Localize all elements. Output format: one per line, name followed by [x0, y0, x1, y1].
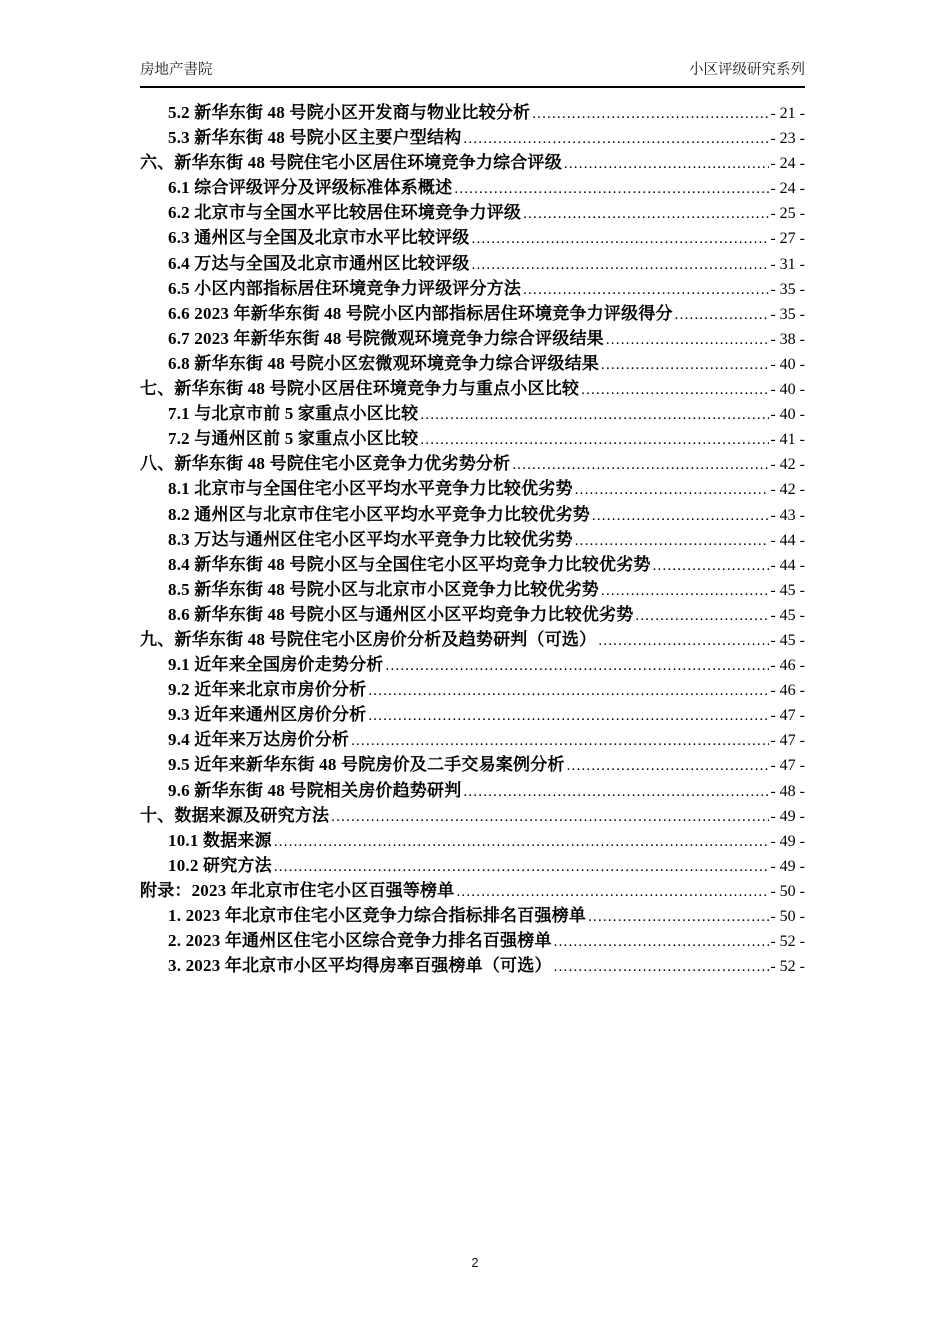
toc-entry-page: - 35 - — [770, 280, 805, 298]
toc-entry-title: 9.4 近年来万达房价分析 — [168, 730, 350, 750]
toc-entry-page: - 41 - — [770, 431, 805, 449]
toc-leader-dots — [588, 905, 769, 930]
toc-leader-dots — [581, 378, 769, 403]
toc-entry[interactable] — [140, 426, 805, 451]
toc-entry[interactable] — [140, 351, 805, 376]
header-right-text: 小区评级研究系列 — [689, 62, 805, 78]
toc-entry[interactable] — [140, 953, 805, 978]
toc-entry[interactable] — [140, 652, 805, 677]
toc-entry[interactable] — [140, 903, 805, 928]
toc-entry[interactable] — [140, 225, 805, 250]
toc-entry[interactable] — [140, 828, 805, 853]
toc-entry-title: 6.8 新华东街 48 号院小区宏微观环境竞争力综合评级结果 — [168, 353, 599, 373]
toc-entry-title: 九、新华东街 48 号院住宅小区房价分析及趋势研判（可选） — [140, 629, 597, 649]
toc-leader-dots — [575, 478, 770, 503]
toc-entry[interactable] — [140, 251, 805, 276]
toc-leader-dots — [532, 102, 769, 127]
toc-entry-page: - 25 - — [770, 205, 805, 223]
toc-leader-dots — [420, 428, 769, 453]
toc-entry-title: 10.1 数据来源 — [168, 830, 272, 850]
toc-entry[interactable] — [140, 702, 805, 727]
toc-entry[interactable] — [140, 301, 805, 326]
toc-entry-page: - 42 - — [770, 481, 805, 499]
toc-entry-title: 6.7 2023 年新华东街 48 号院微观环境竞争力综合评级结果 — [168, 328, 604, 348]
toc-entry-title: 9.6 新华东街 48 号院相关房价趋势研判 — [168, 780, 462, 800]
toc-leader-dots — [653, 554, 770, 579]
toc-leader-dots — [601, 579, 769, 604]
toc-leader-dots — [512, 453, 769, 478]
toc-entry-title: 7.1 与北京市前 5 家重点小区比较 — [168, 404, 419, 424]
toc-entry[interactable] — [140, 175, 805, 200]
toc-leader-dots — [606, 328, 769, 353]
toc-entry-title: 八、新华东街 48 号院住宅小区竞争力优劣势分析 — [140, 454, 511, 474]
toc-leader-dots — [368, 679, 769, 704]
toc-entry[interactable] — [140, 150, 805, 175]
toc-entry-title: 6.2 北京市与全国水平比较居住环境竞争力评级 — [168, 203, 522, 223]
toc-entry-title: 1. 2023 年北京市住宅小区竞争力综合指标排名百强榜单 — [168, 906, 587, 925]
toc-entry-page: - 46 - — [770, 657, 805, 675]
toc-entry[interactable] — [140, 276, 805, 301]
toc-entry-page: - 43 - — [770, 506, 805, 524]
toc-entry-title: 附录：2023 年北京市住宅小区百强等榜单 — [140, 880, 455, 900]
toc-leader-dots — [274, 830, 770, 855]
toc-entry-page: - 40 - — [770, 406, 805, 424]
toc-entry-title: 10.2 研究方法 — [168, 855, 272, 875]
toc-entry-page: - 46 - — [770, 682, 805, 700]
toc-entry[interactable] — [140, 527, 805, 552]
toc-entry-page: - 44 - — [770, 531, 805, 549]
toc-entry-title: 3. 2023 年北京市小区平均得房率百强榜单（可选） — [168, 956, 552, 976]
toc-entry-title: 9.3 近年来通州区房价分析 — [168, 705, 367, 725]
toc-entry-page: - 35 - — [770, 305, 805, 323]
toc-entry-title: 六、新华东街 48 号院住宅小区居住环境竞争力综合评级 — [140, 153, 562, 173]
toc-entry-page: - 40 - — [770, 355, 805, 373]
toc-leader-dots — [554, 955, 770, 980]
toc-entry-title: 6.3 通州区与全国及北京市水平比较评级 — [168, 228, 470, 248]
toc-entry[interactable] — [140, 803, 805, 828]
toc-entry[interactable] — [140, 451, 805, 476]
toc-entry-page: - 49 - — [770, 832, 805, 850]
toc-leader-dots — [386, 654, 770, 679]
toc-leader-dots — [592, 504, 769, 529]
toc-entry-title: 8.6 新华东街 48 号院小区与通州区小区平均竞争力比较优劣势 — [168, 604, 634, 624]
toc-leader-dots — [472, 227, 770, 252]
toc-entry[interactable] — [140, 853, 805, 878]
toc-entry[interactable] — [140, 326, 805, 351]
toc-entry-title: 2. 2023 年通州区住宅小区综合竞争力排名百强榜单 — [168, 931, 552, 951]
toc-entry-title: 七、新华东街 48 号院小区居住环境竞争力与重点小区比较 — [140, 379, 580, 399]
toc-leader-dots — [635, 604, 769, 629]
toc-entry[interactable] — [140, 125, 805, 150]
toc-entry[interactable] — [140, 552, 805, 577]
toc-entry-title: 7.2 与通州区前 5 家重点小区比较 — [168, 429, 419, 449]
toc-entry-title: 5.2 新华东街 48 号院小区开发商与物业比较分析 — [168, 103, 531, 122]
toc-leader-dots — [523, 278, 769, 303]
toc-entry-page: - 47 - — [770, 707, 805, 725]
toc-entry-title: 8.1 北京市与全国住宅小区平均水平竞争力比较优劣势 — [168, 479, 573, 499]
toc-entry-page: - 48 - — [770, 782, 805, 800]
toc-entry-page: - 49 - — [770, 807, 805, 825]
toc-entry-title: 十、数据来源及研究方法 — [140, 805, 330, 825]
toc-entry-title: 8.4 新华东街 48 号院小区与全国住宅小区平均竞争力比较优劣势 — [168, 554, 651, 574]
toc-entry-title: 8.3 万达与通州区住宅小区平均水平竞争力比较优劣势 — [168, 529, 573, 549]
toc-entry-page: - 45 - — [770, 581, 805, 599]
toc-leader-dots — [456, 880, 769, 905]
toc-entry-title: 9.1 近年来全国房价走势分析 — [168, 655, 384, 675]
toc-entry-page: - 45 - — [770, 606, 805, 624]
toc-entry-page: - 21 - — [770, 105, 805, 122]
toc-leader-dots — [567, 754, 770, 779]
toc-entry[interactable] — [140, 627, 805, 652]
toc-entry-title: 6.5 小区内部指标居住环境竞争力评级评分方法 — [168, 278, 522, 298]
toc-entry-title: 8.5 新华东街 48 号院小区与北京市小区竞争力比较优劣势 — [168, 579, 599, 599]
toc-entry-page: - 23 - — [770, 130, 805, 148]
toc-entry-page: - 52 - — [770, 958, 805, 976]
toc-entry[interactable] — [140, 602, 805, 627]
toc-leader-dots — [564, 152, 769, 177]
toc-leader-dots — [274, 855, 770, 880]
toc-entry[interactable] — [140, 100, 805, 125]
toc-entry-title: 6.1 综合评级评分及评级标准体系概述 — [168, 178, 453, 198]
toc-leader-dots — [331, 805, 769, 830]
toc-entry[interactable] — [140, 778, 805, 803]
toc-entry-page: - 44 - — [770, 556, 805, 574]
toc-leader-dots — [575, 529, 770, 554]
toc-entry[interactable] — [140, 727, 805, 752]
toc-entry[interactable] — [140, 928, 805, 953]
toc-leader-dots — [463, 780, 769, 805]
toc-leader-dots — [420, 403, 769, 428]
toc-entry-title: 6.4 万达与全国及北京市通州区比较评级 — [168, 253, 470, 273]
toc-entry-page: - 27 - — [770, 230, 805, 248]
toc-entry-page: - 40 - — [770, 381, 805, 399]
toc-entry-page: - 52 - — [770, 933, 805, 951]
toc-leader-dots — [472, 253, 770, 278]
toc-leader-dots — [598, 629, 769, 654]
toc-entry-page: - 42 - — [770, 456, 805, 474]
toc-entry-title: 8.2 通州区与北京市住宅小区平均水平竞争力比较优劣势 — [168, 504, 590, 524]
toc-entry-page: - 50 - — [770, 908, 805, 925]
toc-leader-dots — [368, 704, 769, 729]
toc-leader-dots — [351, 729, 769, 754]
page-footer — [0, 1255, 950, 1270]
toc-entry-page: - 49 - — [770, 857, 805, 875]
toc-list — [140, 100, 805, 978]
toc-entry-page: - 24 - — [770, 180, 805, 198]
header-left-text: 房地产書院 — [140, 62, 213, 78]
toc-entry[interactable] — [140, 752, 805, 777]
toc-leader-dots — [554, 930, 770, 955]
toc-entry[interactable] — [140, 577, 805, 602]
toc-entry-page: - 50 - — [770, 882, 805, 900]
toc-entry-title: 5.3 新华东街 48 号院小区主要户型结构 — [168, 128, 462, 148]
toc-entry-page: - 47 - — [770, 757, 805, 775]
toc-leader-dots — [463, 127, 769, 152]
toc-entry[interactable] — [140, 200, 805, 225]
toc-entry[interactable] — [140, 401, 805, 426]
toc-entry-page: - 31 - — [770, 255, 805, 273]
toc-leader-dots — [601, 353, 769, 378]
toc-entry-page: - 38 - — [770, 330, 805, 348]
page-number: 2 — [471, 1255, 479, 1270]
toc-entry-page: - 24 - — [770, 155, 805, 173]
toc-leader-dots — [454, 177, 769, 202]
toc-entry-title: 9.5 近年来新华东街 48 号院房价及二手交易案例分析 — [168, 755, 565, 775]
toc-entry[interactable] — [140, 878, 805, 903]
page-header — [140, 58, 805, 88]
toc-entry[interactable] — [140, 476, 805, 501]
toc-entry-title: 6.6 2023 年新华东街 48 号院小区内部指标居住环境竞争力评级得分 — [168, 303, 673, 323]
toc-entry-page: - 45 - — [770, 631, 805, 649]
toc-entry-title: 9.2 近年来北京市房价分析 — [168, 680, 367, 700]
toc-leader-dots — [523, 202, 769, 227]
toc-leader-dots — [675, 303, 770, 328]
toc-entry-page: - 47 - — [770, 732, 805, 750]
toc-entry[interactable] — [140, 502, 805, 527]
toc-entry[interactable] — [140, 677, 805, 702]
toc-entry[interactable] — [140, 376, 805, 401]
